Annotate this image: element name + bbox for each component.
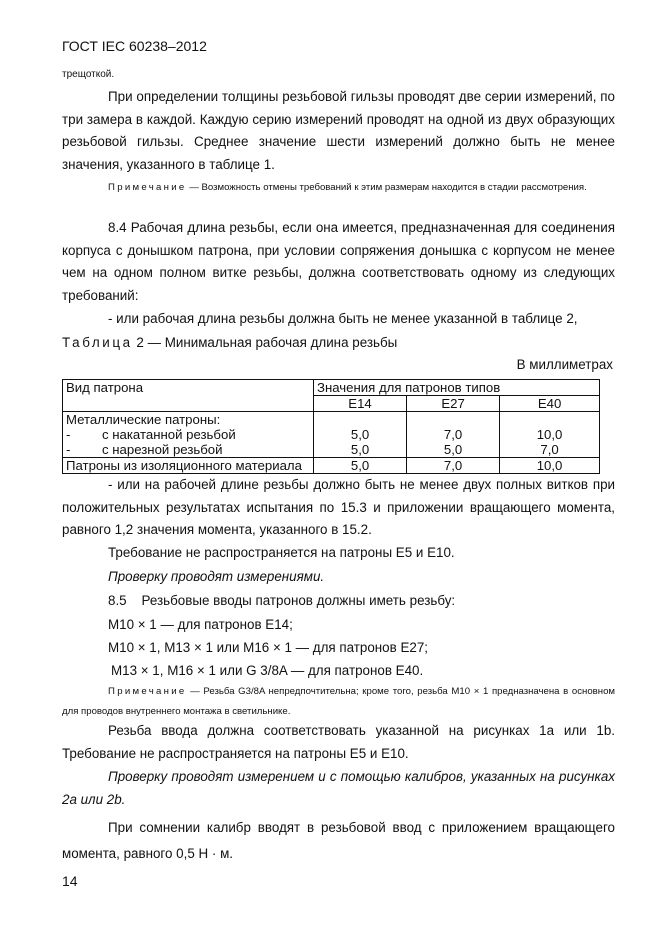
row-bullet: - xyxy=(66,427,71,442)
cell-e27: 7,0 xyxy=(407,458,500,474)
table-row xyxy=(63,442,600,458)
page-header: ГОСТ IEC 60238–2012 xyxy=(62,38,207,54)
group-label: Металлические патроны: xyxy=(63,412,314,428)
col-header-e27: E27 xyxy=(407,396,500,412)
col-header-e14: E14 xyxy=(314,396,407,412)
col-header-type: Вид патрона xyxy=(63,380,314,412)
cell-e40: 7,0 xyxy=(500,442,600,458)
paragraph-8-5: 8.5 Резьбовые вводы патронов должны иметь резьбу: xyxy=(108,593,456,608)
units-label: В миллиметрах xyxy=(516,357,613,372)
paragraph-option-1: - или рабочая длина резьбы должна быть не менее указанной в таблице 2, xyxy=(108,311,578,326)
thread-e27: M10 × 1, M13 × 1 или M16 × 1 — для патронов E27; xyxy=(108,640,429,655)
cell-e40: 10,0 xyxy=(500,427,600,442)
paragraph-check-1: Проверку проводят измерениями. xyxy=(108,569,325,584)
table-caption-text: 2 — Минимальная рабочая длина резьбы xyxy=(132,335,398,350)
note-text: — Резьба G3/8A непредпочтительна; кроме того, резьба M10 × 1 предназначена в основном для проводов внутреннего монтажа в светильнике. xyxy=(62,686,615,717)
cell-e14: 5,0 xyxy=(314,427,407,442)
paragraph-continuation: трещоткой. xyxy=(62,69,115,80)
row-name: Патроны из изоляционного материала xyxy=(63,458,314,474)
table-caption xyxy=(62,335,397,350)
cell-e40: 10,0 xyxy=(500,458,600,474)
row-name: с накатанной резьбой xyxy=(102,427,236,442)
col-header-group: Значения для патронов типов xyxy=(314,380,600,396)
paragraph-thread-figure: Резьба ввода должна соответствовать указанной на рисунках 1a или 1b. Требование не распространяется на патроны E5 и E10. xyxy=(62,723,615,761)
table-row xyxy=(63,427,600,442)
paragraph-thickness: При определении толщины резьбовой гильзы проводят две серии измерений, по три замера в каждой. Каждую серию измерений проводят на одной из двух образующих резьбовой гильзы. Среднее значение шести измерений должно быть не менее значения, указанного в таблице 1. xyxy=(62,89,615,172)
cell-e27: 7,0 xyxy=(407,427,500,442)
note-2 xyxy=(62,682,615,721)
note-1 xyxy=(62,178,615,198)
note-label: Примечание xyxy=(108,182,187,193)
paragraph-requirement: Требование не распространяется на патроны E5 и E10. xyxy=(108,545,455,560)
table-caption-label: Таблица xyxy=(62,335,133,350)
thread-length-table xyxy=(62,379,600,474)
thread-e14: M10 × 1 — для патронов E14; xyxy=(108,617,293,632)
paragraph-8-4: 8.4 Рабочая длина резьбы, если она имеется, предназначенная для соединения корпуса с донышком патрона, при условии сопряжения донышка с корпусом не менее чем на одном полном витке резьбы, должна соответствовать одному из следующих требований: xyxy=(62,220,615,303)
row-bullet: - xyxy=(66,442,71,457)
cell-e14: 5,0 xyxy=(314,458,407,474)
thread-e40: M13 × 1, M16 × 1 или G 3/8A — для патронов E40. xyxy=(111,663,424,678)
page-number: 14 xyxy=(62,873,78,889)
note-label: Примечание xyxy=(108,686,187,697)
row-name: с нарезной резьбой xyxy=(102,442,223,457)
note-text: — Возможность отмены требований к этим размерам находится в стадии рассмотрения. xyxy=(186,182,587,193)
paragraph-check-2: Проверку проводят измерением и с помощью калибров, указанных на рисунках 2a или 2b. xyxy=(62,769,615,807)
paragraph-option-2: - или на рабочей длине резьбы должно быть не менее двух полных витков при положительных результатах испытания по 15.3 и приложении вращающего момента, равного 1,2 значения момента, указанного в 15.2. xyxy=(62,477,615,538)
col-header-e40: E40 xyxy=(500,396,600,412)
table-row xyxy=(63,458,600,474)
paragraph-doubt: При сомнении калибр вводят в резьбовой ввод с приложением вращающего момента, равного 0,5 Н · м. xyxy=(62,820,615,861)
cell-e27: 5,0 xyxy=(407,442,500,458)
cell-e14: 5,0 xyxy=(314,442,407,458)
